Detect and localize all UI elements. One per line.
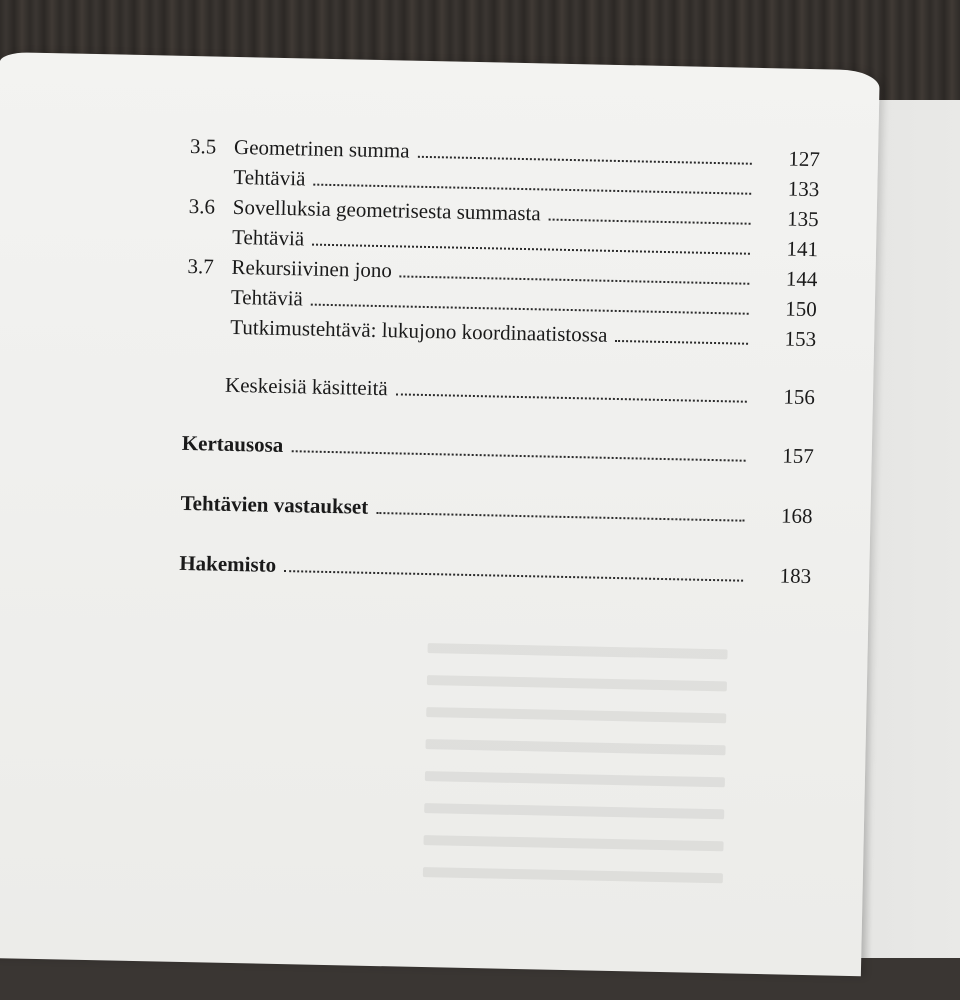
table-of-contents — [0, 52, 880, 976]
toc-entry — [182, 431, 814, 469]
dot-leader — [284, 570, 743, 582]
toc-page-number: 168 — [780, 503, 813, 529]
toc-title: Tehtävien vastaukset — [180, 490, 369, 519]
toc-page-number: 150 — [785, 296, 818, 322]
dot-leader — [312, 244, 750, 255]
toc-number: 3.5 — [189, 134, 217, 159]
toc-title: Tehtäviä — [230, 284, 304, 311]
toc-entry — [225, 373, 815, 410]
toc-page-number: 144 — [785, 266, 818, 292]
toc-entry — [230, 315, 816, 352]
dot-leader — [417, 156, 751, 165]
toc-page-number: 153 — [784, 326, 817, 352]
toc-title: Tehtäviä — [231, 224, 305, 251]
toc-title: Hakemisto — [179, 550, 277, 577]
dot-leader — [311, 304, 749, 315]
dot-leader — [396, 393, 747, 402]
toc-page-number: 135 — [786, 206, 819, 232]
toc-title: Kertausosa — [181, 430, 284, 458]
dot-leader — [615, 340, 748, 345]
toc-title: Keskeisiä käsitteitä — [224, 372, 388, 401]
toc-page-number: 157 — [781, 443, 814, 469]
dot-leader — [376, 512, 744, 522]
toc-title: Geometrinen summa — [233, 134, 410, 163]
toc-number: 3.7 — [187, 253, 215, 279]
toc-page-number: 141 — [786, 236, 819, 262]
toc-page-number: 127 — [788, 146, 821, 172]
toc-title: Rekursiivinen jono — [231, 254, 393, 283]
dot-leader — [291, 450, 745, 462]
toc-title: Sovelluksia geometrisesta summasta — [232, 194, 541, 226]
toc-page-number: 156 — [783, 384, 816, 410]
dot-leader — [313, 184, 751, 195]
dot-leader — [549, 219, 751, 225]
dot-leader — [400, 275, 750, 284]
toc-page-number: 133 — [787, 176, 820, 202]
toc-page-number: 183 — [779, 563, 812, 589]
toc-entry — [180, 491, 812, 529]
toc-entry — [179, 551, 811, 589]
toc-title: Tehtäviä — [233, 164, 306, 191]
toc-number: 3.6 — [188, 193, 216, 219]
toc-title: Tutkimustehtävä: lukujono koordinaatistossa — [230, 314, 608, 347]
book-page — [0, 52, 880, 976]
